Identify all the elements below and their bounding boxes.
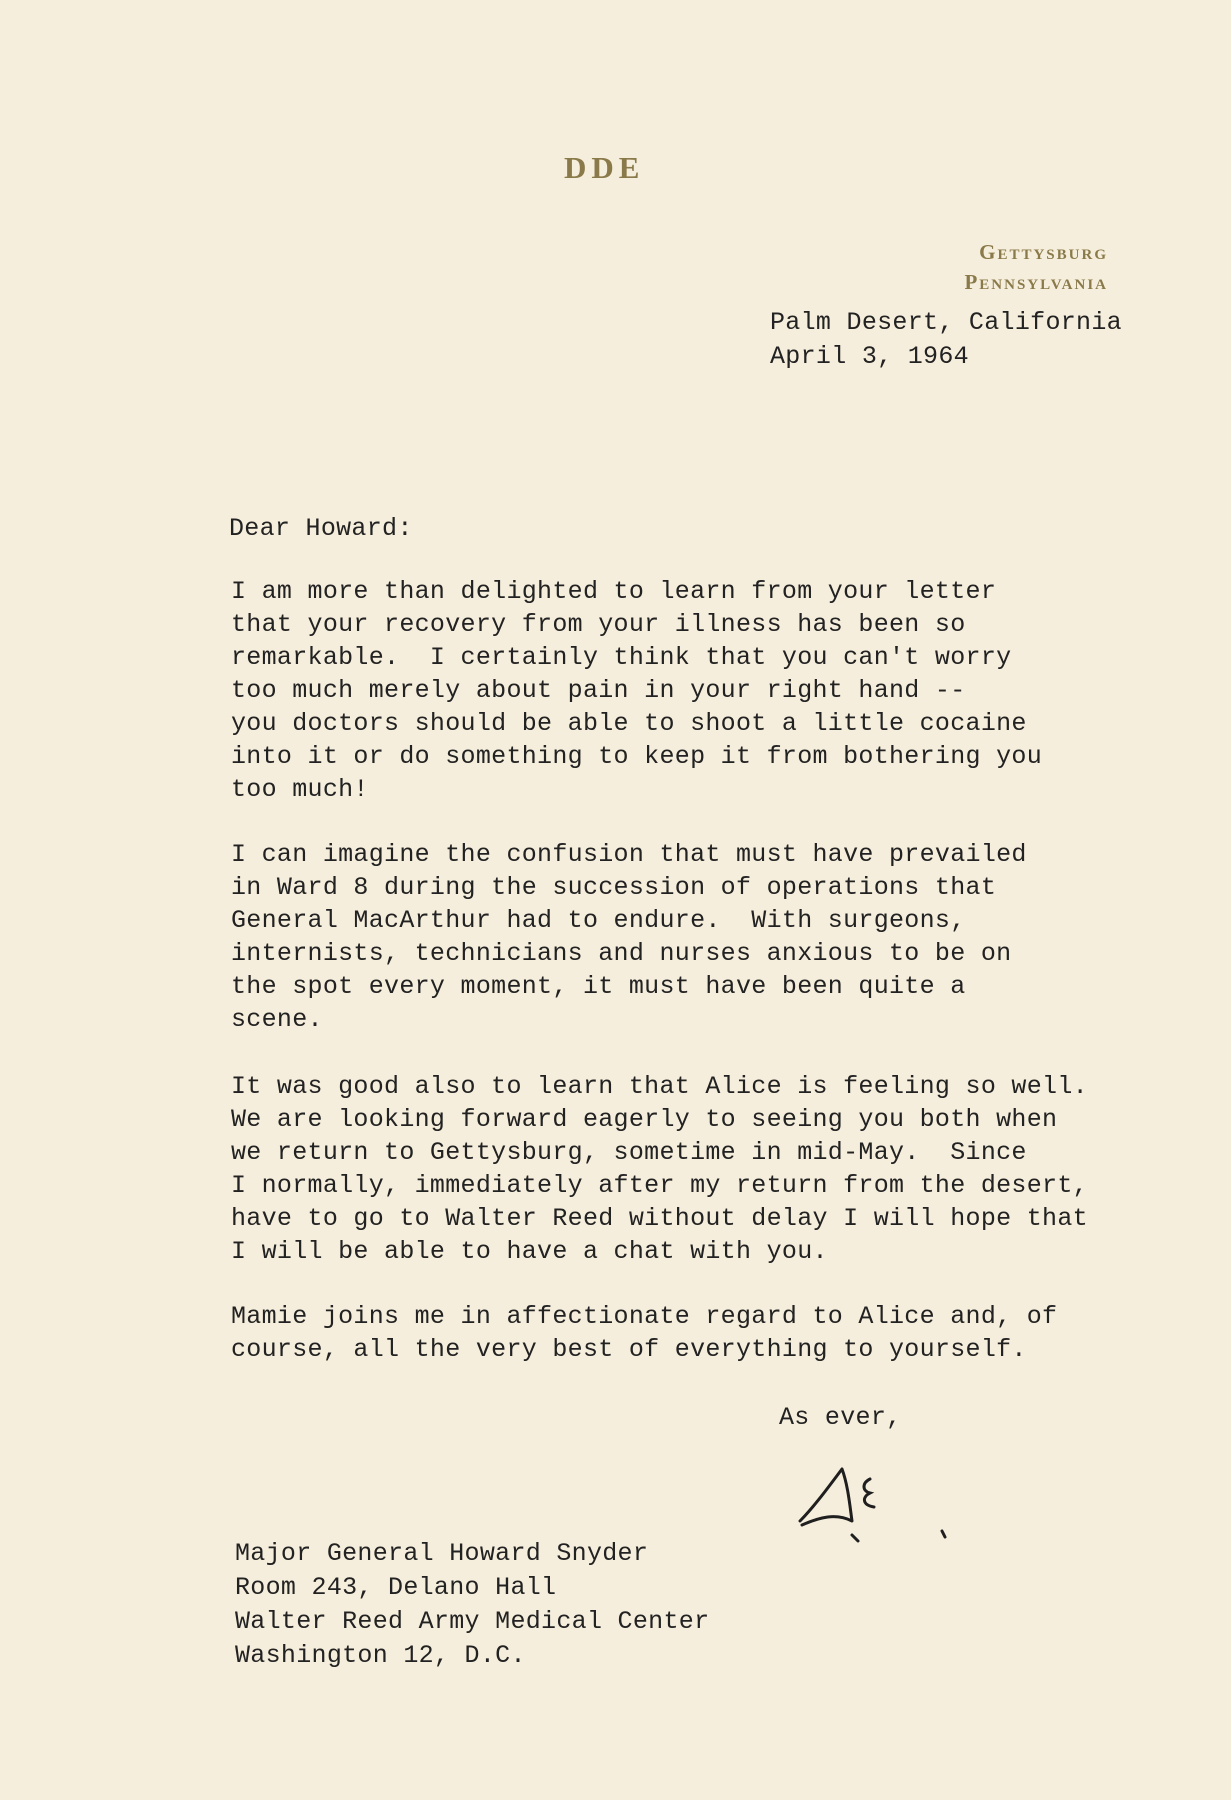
body-line: that your recovery from your illness has been so: [231, 610, 966, 639]
body-line: I am more than delighted to learn from your letter: [231, 577, 997, 606]
address-line: Major General Howard Snyder: [235, 1539, 649, 1568]
body-line: It was good also to learn that Alice is feeling so well.: [231, 1072, 1088, 1101]
body-line: I normally, immediately after my return from the desert,: [231, 1171, 1088, 1200]
salutation: Dear Howard:: [229, 514, 413, 543]
letterhead-place-line-2: Pennsylvania: [964, 270, 1108, 294]
body-line: you doctors should be able to shoot a little cocaine: [231, 709, 1027, 738]
body-line: course, all the very best of everything to yourself.: [231, 1335, 1027, 1364]
address-line: Room 243, Delano Hall: [235, 1573, 557, 1602]
body-line: have to go to Walter Reed without delay I will hope that: [231, 1204, 1088, 1233]
dateline-location: Palm Desert, California: [770, 308, 1122, 337]
dateline-date: April 3, 1964: [770, 342, 969, 371]
body-line: Mamie joins me in affectionate regard to Alice and, of: [231, 1302, 1058, 1331]
body-line: too much!: [231, 775, 369, 804]
body-paragraph-4: [231, 1300, 1057, 1366]
body-line: I will be able to have a chat with you.: [231, 1237, 828, 1266]
body-line: scene.: [231, 1005, 323, 1034]
body-paragraph-3: [231, 1070, 1088, 1268]
recipient-address: [235, 1537, 709, 1673]
address-line: Washington 12, D.C.: [235, 1641, 526, 1670]
address-line: Walter Reed Army Medical Center: [235, 1607, 710, 1636]
letterhead-monogram: DDE: [564, 150, 645, 185]
body-line: in Ward 8 during the succession of operations that: [231, 873, 997, 902]
body-paragraph-1: [231, 575, 1042, 806]
body-paragraph-2: [231, 838, 1027, 1036]
letterhead-place-line-1: Gettysburg: [979, 240, 1108, 264]
closing: As ever,: [779, 1403, 902, 1432]
body-line: the spot every moment, it must have been quite a: [231, 972, 966, 1001]
signature-icon: [792, 1455, 962, 1545]
body-line: we return to Gettysburg, sometime in mid-May. Since: [231, 1138, 1027, 1167]
body-line: too much merely about pain in your right hand --: [231, 676, 966, 705]
body-line: into it or do something to keep it from bothering you: [231, 742, 1043, 771]
body-line: remarkable. I certainly think that you can't worry: [231, 643, 1012, 672]
body-line: General MacArthur had to endure. With surgeons,: [231, 906, 966, 935]
body-line: I can imagine the confusion that must have prevailed: [231, 840, 1027, 869]
body-line: internists, technicians and nurses anxious to be on: [231, 939, 1012, 968]
body-line: We are looking forward eagerly to seeing you both when: [231, 1105, 1058, 1134]
